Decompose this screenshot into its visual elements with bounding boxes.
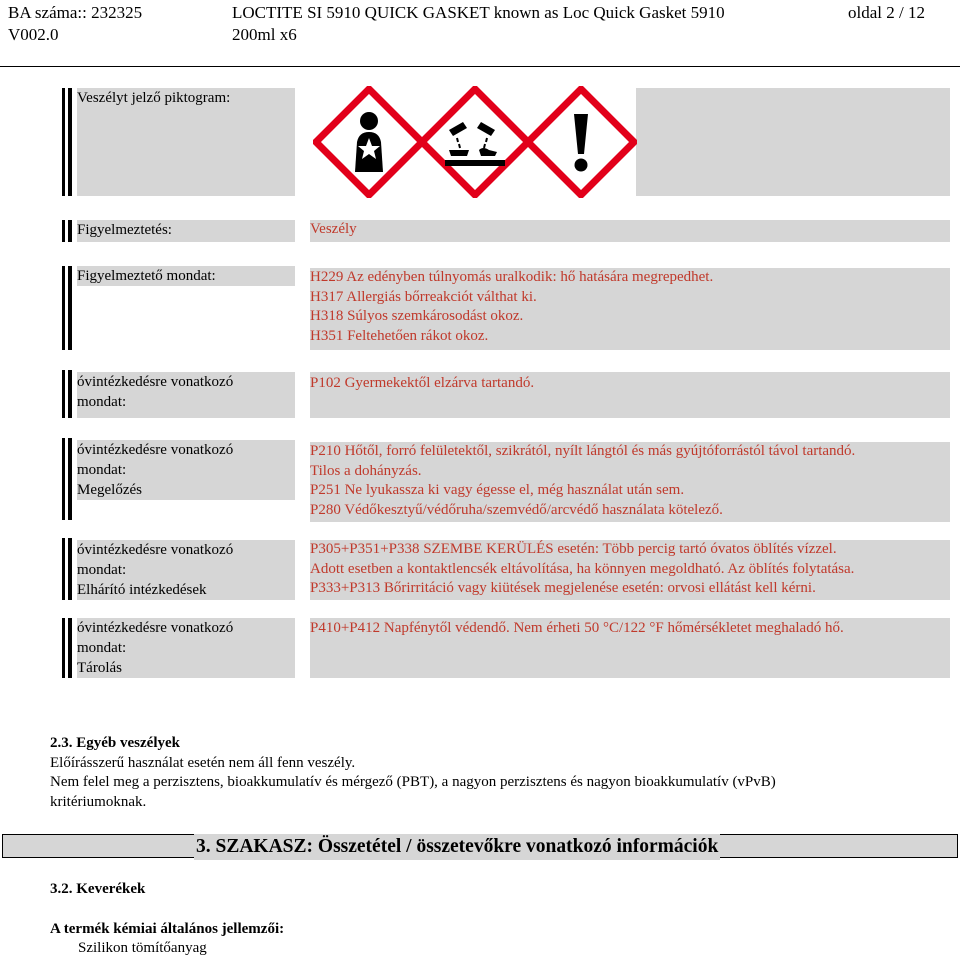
precaution-statement: P305+P351+P338 SZEMBE KERÜLÉS esetén: Több percig tartó óvatos öblítés vízzel. <box>310 541 837 557</box>
page-number: oldal 2 / 12 <box>848 3 925 22</box>
section-2-3 <box>50 734 950 812</box>
product-pack: 200ml x6 <box>232 25 297 44</box>
precaution-label-line: Megelőzés <box>77 482 142 498</box>
precaution-statement: P251 Ne lyukassza ki vagy égesse el, még használat után sem. <box>310 482 685 498</box>
precaution-statement: P333+P313 Bőrirritáció vagy kiütések megjelenése esetén: orvosi ellátást kell kérni. <box>310 580 816 596</box>
health-hazard-icon <box>313 86 425 198</box>
pictogram-label-box <box>77 88 295 196</box>
doc-number: BA száma:: 232325 <box>8 3 143 22</box>
precaution-general-label-box <box>77 372 295 418</box>
paragraph-line: Nem felel meg a perzisztens, bioakkumulatív és mérgező (PBT), a nagyon perzisztens és nagyon bioakkumulatív (vPvB) <box>50 774 776 790</box>
doc-version: V002.0 <box>8 25 59 44</box>
section-marker <box>62 88 74 196</box>
signal-label: Figyelmeztetés: <box>77 222 172 238</box>
section-heading: 2.3. Egyéb veszélyek <box>50 735 180 751</box>
precaution-statement: P410+P412 Napfénytől védendő. Nem érheti 50 °C/122 °F hőmérsékletet meghaladó hő. <box>310 620 844 636</box>
header-divider <box>0 66 960 67</box>
precaution-response-statements <box>310 540 950 600</box>
precaution-label-line: mondat: <box>77 562 127 578</box>
section-marker <box>62 538 74 600</box>
precaution-label-line: óvintézkedésre vonatkozó <box>77 374 234 390</box>
precaution-statement: Tilos a dohányzás. <box>310 462 422 479</box>
corrosion-icon <box>419 86 531 198</box>
precaution-storage-label-box <box>77 618 295 678</box>
precaution-statement: Adott esetben a kontaktlencsék eltávolítása, ha könnyen megoldható. Az öblítés folytatása. <box>310 560 855 577</box>
precaution-label-line: óvintézkedésre vonatkozó <box>77 620 234 636</box>
hazard-statement: H351 Feltehetően rákot okoz. <box>310 327 489 344</box>
chem-value: Szilikon tömítőanyag <box>78 940 207 956</box>
precaution-label-line: óvintézkedésre vonatkozó <box>77 442 234 458</box>
precaution-label-line: Elhárító intézkedések <box>77 582 207 598</box>
signal-value-box <box>310 220 950 242</box>
precaution-general-statements <box>310 372 950 418</box>
section-marker <box>62 220 74 242</box>
section-marker <box>62 618 74 678</box>
product-name: LOCTITE SI 5910 QUICK GASKET known as Loc Quick Gasket 5910 <box>232 3 725 22</box>
section-marker <box>62 266 74 350</box>
precaution-statement: P280 Védőkesztyű/védőruha/szemvédő/arcvédő használata kötelező. <box>310 501 723 518</box>
section-marker <box>62 370 74 418</box>
precaution-statement: P210 Hőtől, forró felületektől, szikrától, nyílt lángtól és más gyújtóforrástól távol tartandó. <box>310 443 856 459</box>
section-marker <box>62 438 74 520</box>
precaution-statement: P102 Gyermekektől elzárva tartandó. <box>310 375 535 391</box>
precaution-label-line: Tárolás <box>77 660 122 676</box>
section-3-title: 3. SZAKASZ: Összetétel / összetevőkre vonatkozó információk <box>194 834 720 860</box>
exclamation-icon <box>525 86 637 198</box>
hazard-label: Figyelmeztető mondat: <box>77 268 216 284</box>
signal-label-box <box>77 220 295 242</box>
hazard-label-box <box>77 266 295 286</box>
hazard-statements <box>310 268 950 350</box>
precaution-label-line: mondat: <box>77 394 127 410</box>
precaution-prevention-label-box <box>77 440 295 500</box>
precaution-prevention-statements <box>310 442 950 522</box>
precaution-label-line: óvintézkedésre vonatkozó <box>77 542 234 558</box>
hazard-statement: H318 Súlyos szemkárosodást okoz. <box>310 308 524 324</box>
chem-label: A termék kémiai általános jellemzői: <box>50 921 285 937</box>
pictogram-label: Veszélyt jelző piktogram: <box>77 90 231 106</box>
paragraph-line: Előírásszerű használat esetén nem áll fenn veszély. <box>50 754 356 771</box>
precaution-label-line: mondat: <box>77 462 127 478</box>
hazard-statement: H317 Allergiás bőrreakciót válthat ki. <box>310 288 537 305</box>
precaution-response-label-box <box>77 540 295 600</box>
precaution-label-line: mondat: <box>77 640 127 656</box>
hazard-statement: H229 Az edényben túlnyomás uralkodik: hő hatására megrepedhet. <box>310 269 714 285</box>
sub-heading-3-2: 3.2. Keverékek <box>50 881 146 897</box>
precaution-storage-statements <box>310 618 950 678</box>
paragraph-line: kritériumoknak. <box>50 793 147 810</box>
signal-word: Veszély <box>310 221 357 237</box>
